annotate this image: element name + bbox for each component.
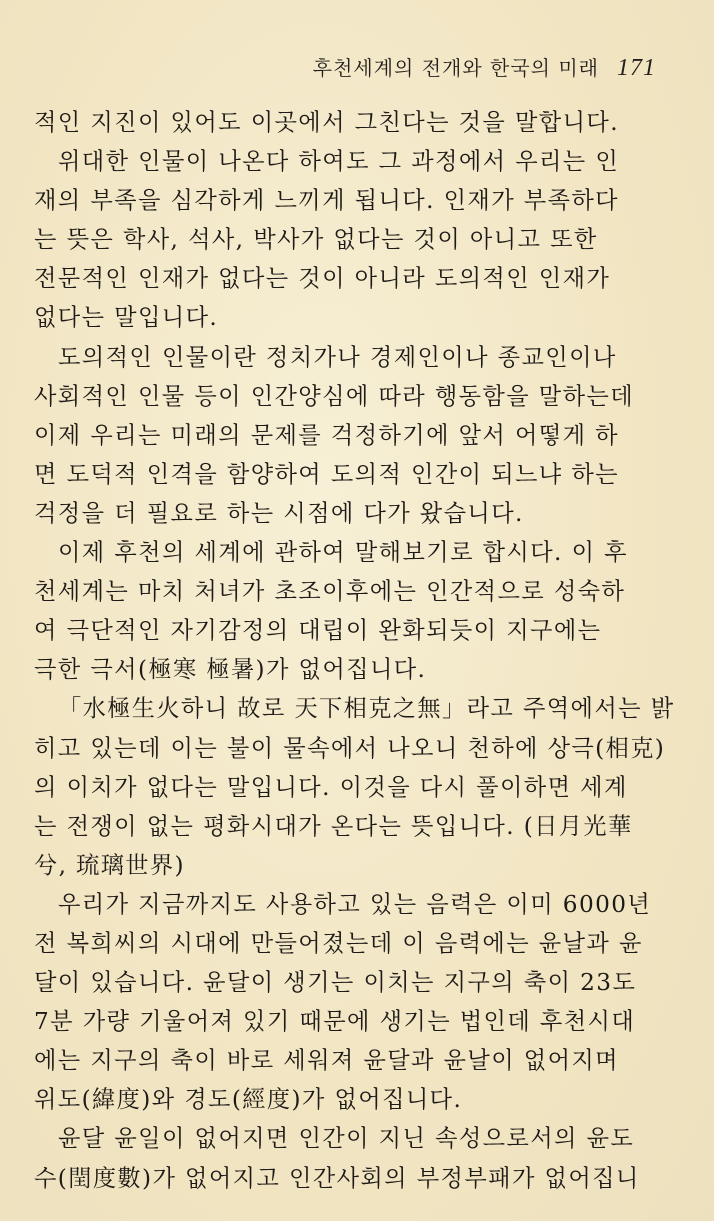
text-line: 兮, 琉璃世界)	[34, 851, 185, 879]
text-line: 이제 우리는 미래의 문제를 걱정하기에 앞서 어떻게 하	[34, 421, 619, 449]
text-line: 이제 후천의 세계에 관하여 말해보기로 합시다. 이 후	[58, 539, 628, 567]
text-line: 수(閏度數)가 없어지고 인간사회의 부정부패가 없어집니	[34, 1164, 640, 1192]
text-line: 7분 가량 기울어져 있기 때문에 생기는 법인데 후천시대	[34, 1008, 636, 1036]
text-line: 도의적인 인물이란 정치가나 경제인이나 종교인이나	[58, 343, 617, 371]
page-number: 171	[617, 55, 656, 81]
text-line: 우리가 지금까지도 사용하고 있는 음력은 이미 6000년	[58, 890, 652, 918]
text-line: 면 도덕적 인격을 함양하여 도의적 인간이 되느냐 하는	[34, 460, 619, 488]
running-title: 후천세계의 전개와 한국의 미래	[312, 56, 599, 80]
body-text	[34, 103, 684, 1198]
text-line: 사회적인 인물 등이 인간양심에 따라 행동함을 말하는데	[34, 382, 635, 410]
text-line: 걱정을 더 필요로 하는 시점에 다가 왔습니다.	[34, 499, 524, 527]
text-line: 달이 있습니다. 윤달이 생기는 이치는 지구의 축이 23도	[34, 969, 637, 997]
text-line: 적인 지진이 있어도 이곳에서 그친다는 것을 말합니다.	[34, 109, 619, 136]
text-line: 전 복희씨의 시대에 만들어졌는데 이 음력에는 윤날과 윤	[34, 929, 643, 957]
running-header	[236, 52, 656, 84]
text-line: 없다는 말입니다.	[34, 304, 219, 332]
text-line: 윤달 윤일이 없어지면 인간이 지닌 속성으로서의 윤도	[58, 1125, 635, 1153]
text-line: 위대한 인물이 나온다 하여도 그 과정에서 우리는 인	[58, 148, 620, 176]
text-line: 위도(緯度)와 경도(經度)가 없어집니다.	[34, 1086, 463, 1114]
text-line: 히고 있는데 이는 불이 물속에서 나오니 천하에 상극(相克)	[34, 734, 666, 762]
text-line: 여 극단적인 자기감정의 대립이 완화되듯이 지구에는	[34, 617, 602, 645]
text-line: 는 전쟁이 없는 평화시대가 온다는 뜻입니다. (日月光華	[34, 812, 633, 840]
text-line: 에는 지구의 축이 바로 세워져 윤달과 윤날이 없어지며	[34, 1047, 619, 1075]
text-line: 는 뜻은 학사, 석사, 박사가 없다는 것이 아니고 또한	[34, 226, 598, 254]
text-line: 재의 부족을 심각하게 느끼게 됩니다. 인재가 부족하다	[34, 187, 619, 215]
text-line: 의 이치가 없다는 말입니다. 이것을 다시 풀이하면 세계	[34, 773, 628, 801]
text-line: 「水極生火하니 故로 天下相克之無」라고 주역에서는 밝	[58, 695, 675, 723]
text-line: 천세계는 마치 처녀가 초조이후에는 인간적으로 성숙하	[34, 578, 626, 606]
text-line: 전문적인 인재가 없다는 것이 아니라 도의적인 인재가	[34, 265, 611, 293]
text-line: 극한 극서(極寒 極暑)가 없어집니다.	[34, 656, 427, 684]
